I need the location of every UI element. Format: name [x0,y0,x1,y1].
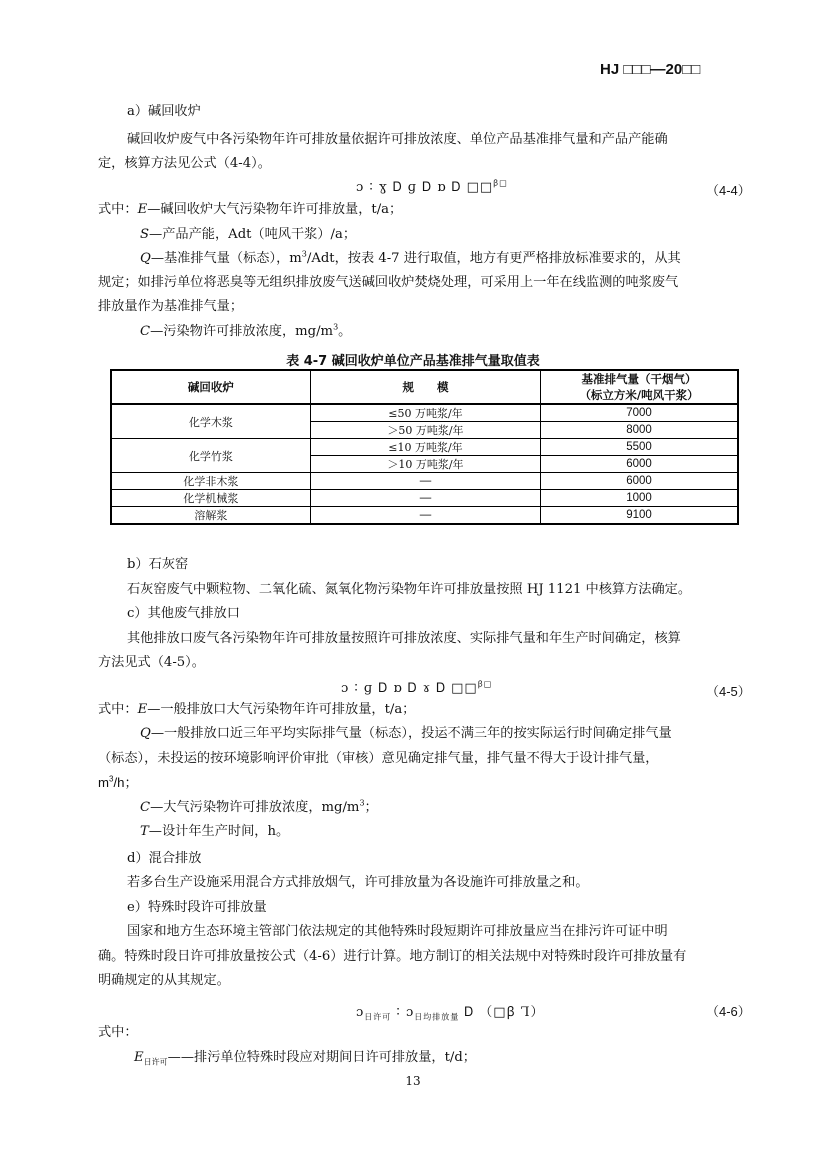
var-E-sub: 日许可 [143,1057,168,1067]
var-C-sup: 3 [359,798,365,808]
cell-scale: ＞10 万吨浆/年 [310,456,540,473]
var-S-desc: —产品产能，Adt（吨风干浆）/a； [149,227,357,242]
equation-number-4-6: （4-6） [706,1004,751,1019]
formula-4-5-sup: ꞵ□ [477,679,493,689]
equation-number-4-5: （4-5） [706,684,751,699]
formula-4-6-a: ɔ [356,1005,365,1020]
cell-value: 5500 [541,439,738,456]
cell-scale: — [310,473,540,490]
section-a-para-line1: 碱回收炉废气中各污染物年许可排放量依据许可排放浓度、单位产品基准排气量和产品产能确 [127,132,668,147]
where-c-T [140,823,289,841]
var-Q-desc1: —基准排气量（标态），m [150,251,302,266]
cell-name: 化学竹浆 [111,439,310,473]
where-e-label: 式中： [98,1025,138,1040]
cell-name: 化学机械浆 [111,490,310,507]
table-4-7 [110,369,739,525]
var-E: E [134,1050,144,1065]
where-c-E [98,701,415,719]
where-a-C [140,323,351,341]
cell-value: 7000 [541,404,738,422]
header-exhaust-line1: 基准排气量（干烟气） [581,372,697,386]
table-header-row [111,370,738,404]
cell-value: 1000 [541,490,738,507]
unit-m: m [98,775,109,790]
var-E-desc: —一般排放口大气污染物年许可排放量，t/a； [147,702,416,717]
formula-4-6 [356,1001,545,1020]
var-Q-desc: —一般排放口近三年平均实际排气量（标态），投运不满三年的按实际运行时间确定排气量 [150,726,672,741]
cell-value: 9100 [541,507,738,525]
cell-scale: — [310,507,540,525]
where-a-S [140,226,356,244]
where-c-C [140,799,378,817]
cell-scale: — [310,490,540,507]
var-E: E [137,202,148,217]
section-b-para: 石灰窑废气中颗粒物、二氧化硫、氮氧化物污染物年许可排放量按照 HJ 1121 中核算方法确定。 [127,582,692,597]
formula-4-4-body: ɔ ∶ ɣ Ꭰ ɡ Ꭰ ɒ Ꭰ □□ [356,180,494,195]
unit-per-hour: /h； [113,775,138,790]
var-C-desc2: ； [364,800,378,815]
cell-name: 溶解浆 [111,507,310,525]
cell-value: 8000 [541,422,738,439]
formula-4-6-sub2: 日均排放量 [414,1012,460,1022]
header-exhaust [541,370,738,404]
section-c-title: c）其他废气排放口 [127,606,240,621]
table-row [111,473,738,490]
table-row [111,490,738,507]
formula-4-5 [341,681,492,696]
formula-4-4 [356,180,508,195]
section-a-para-line2: 定，核算方法见公式（4-4）。 [98,156,271,171]
cell-name: 化学非木浆 [111,473,310,490]
table-row [111,507,738,525]
var-C: C [140,324,151,339]
where-c-Q [140,725,672,743]
table-row [111,439,738,456]
section-d-para: 若多台生产设施采用混合方式排放烟气，许可排放量为各设施许可排放量之和。 [127,875,589,890]
section-e-para-line2: 确。特殊时段日许可排放量按公式（4-6）进行计算。地方制订的相关法规中对特殊时段许可排放量有 [98,949,687,964]
where-c-Q-line2: （标态），未投运的按环境影响评价审批（审核）意见确定排气量，排气量不得大于设计排气量， [98,751,659,766]
where-label: 式中： [98,702,138,717]
cell-name: 化学木浆 [111,404,310,439]
section-c-para-line1: 其他排放口废气各污染物年许可排放量按照许可排放浓度、实际排气量和年生产时间确定，核算 [127,631,681,646]
cell-scale: ≤10 万吨浆/年 [310,439,540,456]
table-row [111,404,738,422]
var-C-desc1: —大气污染物许可排放浓度，mg/m [150,800,360,815]
header-scale: 规 模 [310,370,540,404]
section-a-title: a）碱回收炉 [127,104,201,119]
cell-scale: ＞50 万吨浆/年 [310,422,540,439]
page-number: 13 [405,1074,421,1088]
where-a-Q-line3: 排放量作为基准排气量； [98,299,244,314]
section-e-para-line1: 国家和地方生态环境主管部门依法规定的其他特殊时段短期许可排放量应当在排污许可证中明 [127,924,668,939]
where-a-Q [140,250,681,268]
var-Q-sup: 3 [301,249,307,259]
var-C-sup: 3 [333,322,339,332]
cell-value: 6000 [541,473,738,490]
formula-4-6-c: Ꭰ （□ꞵ Ꞁ） [464,1005,545,1020]
var-C-desc1: —污染物许可排放浓度，mg/m [150,324,334,339]
unit-m-sup: 3 [109,774,114,784]
section-d-title: d）混合排放 [127,851,202,866]
var-C: C [140,800,151,815]
where-label: 式中： [98,202,138,217]
formula-4-5-body: ɔ ∶ ɡ Ꭰ ɒ Ꭰ ɤ Ꭰ □□ [341,681,478,696]
where-e-E [134,1049,476,1067]
section-e-para-line3: 明确规定的从其规定。 [98,973,230,988]
header-exhaust-line2: （标立方米/吨风干浆） [579,388,699,402]
equation-number-4-4: （4-4） [706,183,751,198]
where-a-E [98,201,402,219]
header-furnace: 碱回收炉 [111,370,310,404]
formula-4-6-sub1: 日许可 [364,1012,392,1022]
table-caption: 表 4-7 碱回收炉单位产品基准排气量取值表 [286,354,540,369]
var-C-desc2: 。 [338,324,352,339]
var-T-desc: —设计年生产时间，h。 [148,824,290,839]
var-Q-desc2: /Adt，按表 4-7 进行取值，地方有更严格排放标准要求的，从其 [306,251,681,266]
var-E: E [137,702,148,717]
var-E-desc: ——排污单位特殊时段应对期间日许可排放量，t/d； [167,1050,476,1065]
var-S: S [140,227,150,242]
var-Q: Q [140,251,151,266]
where-a-Q-line2: 规定；如排污单位将恶臭等无组织排放废气送碱回收炉焚烧处理，可采用上一年在线监测的吨浆废气 [98,275,679,290]
section-b-title: b）石灰窑 [127,557,189,572]
section-e-title: e）特殊时段许可排放量 [127,900,267,915]
var-T: T [140,824,149,839]
cell-scale: ≤50 万吨浆/年 [310,404,540,422]
var-E-desc: —碱回收炉大气污染物年许可排放量，t/a； [147,202,403,217]
var-Q: Q [140,726,151,741]
section-c-para-line2: 方法见式（4-5）。 [98,655,205,670]
formula-4-4-sup: ꞵ□ [493,178,508,188]
cell-value: 6000 [541,456,738,473]
standard-code-header: HJ □□□—20□□ [600,61,701,78]
where-c-Q-line3 [98,774,138,792]
formula-4-6-b: ∶ ɔ [396,1005,415,1020]
